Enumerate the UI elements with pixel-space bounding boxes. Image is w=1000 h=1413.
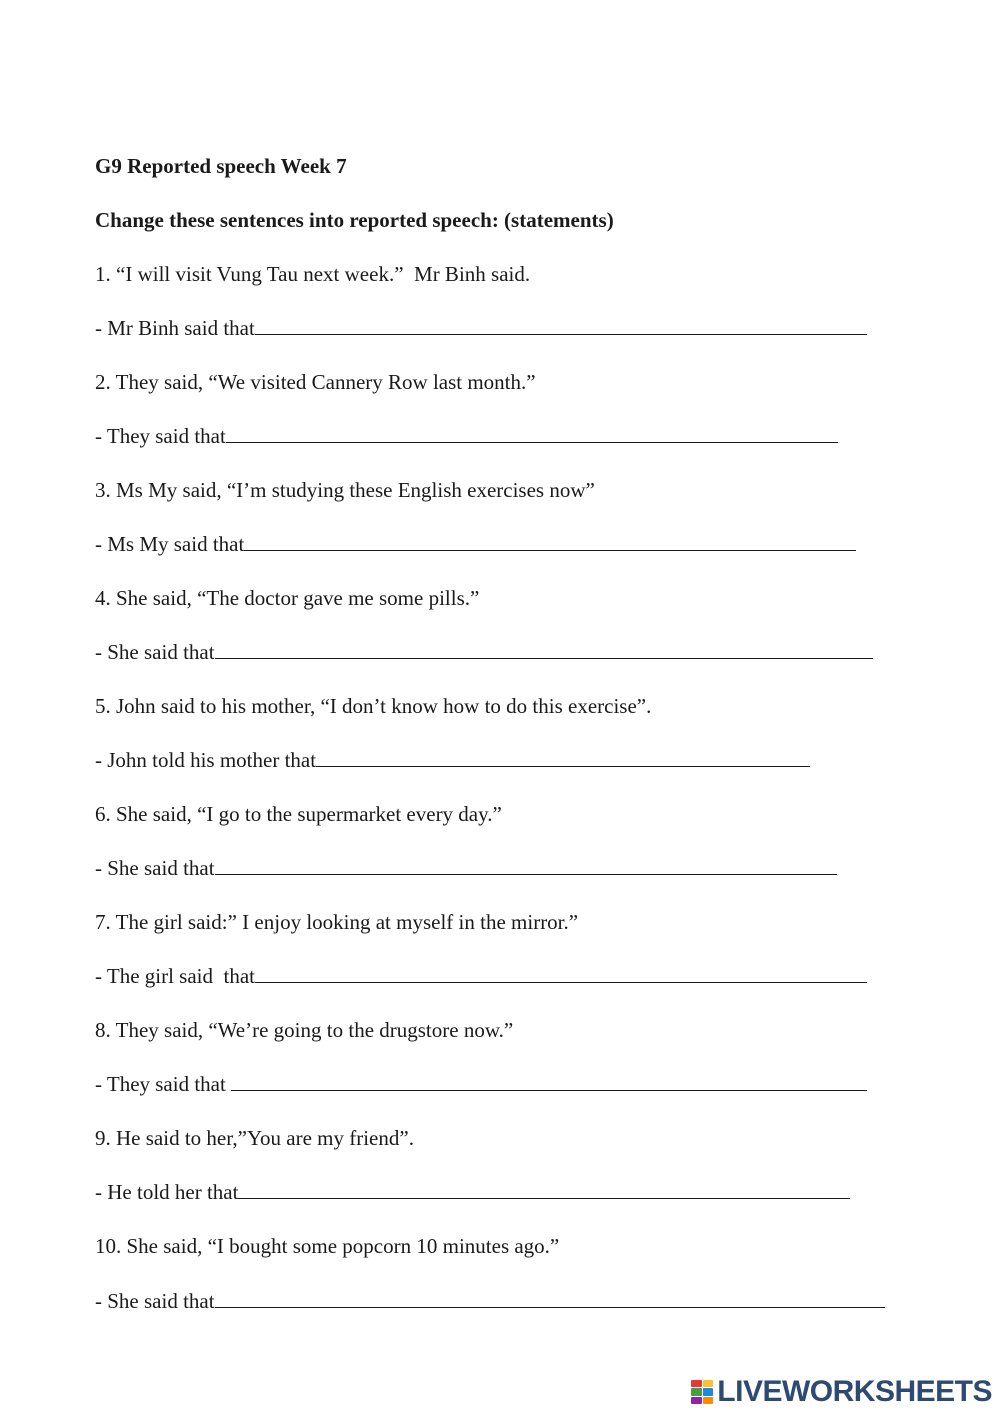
question-10: 10. She said, “I bought some popcorn 10 minutes ago.” xyxy=(95,1234,560,1258)
answer-line-8[interactable] xyxy=(95,1071,867,1097)
answer-lead-9: - He told her that xyxy=(95,1180,239,1204)
answer-lead-1: - Mr Binh said that xyxy=(95,316,255,340)
liveworksheets-logo-icon xyxy=(691,1380,713,1404)
answer-blank-9[interactable] xyxy=(238,1179,850,1199)
question-4: 4. She said, “The doctor gave me some pills.” xyxy=(95,586,480,610)
question-9: 9. He said to her,”You are my friend”. xyxy=(95,1126,414,1150)
answer-blank-3[interactable] xyxy=(244,531,856,551)
answer-blank-6[interactable] xyxy=(215,855,837,875)
answer-line-7[interactable] xyxy=(95,963,867,989)
answer-line-5[interactable] xyxy=(95,747,810,773)
answer-blank-1[interactable] xyxy=(255,315,867,335)
answer-lead-10: - She said that xyxy=(95,1289,215,1313)
answer-line-2[interactable] xyxy=(95,423,838,449)
question-5: 5. John said to his mother, “I don’t know how to do this exercise”. xyxy=(95,694,652,718)
answer-line-6[interactable] xyxy=(95,855,837,881)
answer-lead-5: - John told his mother that xyxy=(95,748,317,772)
question-8: 8. They said, “We’re going to the drugstore now.” xyxy=(95,1018,514,1042)
answer-blank-10[interactable] xyxy=(215,1288,885,1308)
answer-lead-2: - They said that xyxy=(95,424,226,448)
answer-line-4[interactable] xyxy=(95,639,873,665)
question-2: 2. They said, “We visited Cannery Row last month.” xyxy=(95,370,536,394)
question-1: 1. “I will visit Vung Tau next week.” Mr Binh said. xyxy=(95,262,531,286)
question-3: 3. Ms My said, “I’m studying these English exercises now” xyxy=(95,478,595,502)
worksheet-title: G9 Reported speech Week 7 xyxy=(95,154,347,178)
answer-line-10[interactable] xyxy=(95,1288,885,1314)
answer-lead-7: - The girl said that xyxy=(95,964,255,988)
answer-lead-3: - Ms My said that xyxy=(95,532,245,556)
answer-lead-6: - She said that xyxy=(95,856,215,880)
answer-blank-5[interactable] xyxy=(316,747,810,767)
worksheet-instruction: Change these sentences into reported speech: (statements) xyxy=(95,208,614,232)
answer-line-9[interactable] xyxy=(95,1179,850,1205)
answer-line-3[interactable] xyxy=(95,531,856,557)
answer-lead-4: - She said that xyxy=(95,640,215,664)
answer-lead-8: - They said that xyxy=(95,1072,232,1096)
answer-blank-7[interactable] xyxy=(255,963,867,983)
answer-line-1[interactable] xyxy=(95,315,867,341)
answer-blank-8[interactable] xyxy=(231,1071,867,1091)
liveworksheets-logo-text: LIVEWORKSHEETS xyxy=(717,1375,992,1408)
question-7: 7. The girl said:” I enjoy looking at myself in the mirror.” xyxy=(95,910,579,934)
liveworksheets-logo xyxy=(691,1375,992,1409)
answer-blank-4[interactable] xyxy=(215,639,873,659)
answer-blank-2[interactable] xyxy=(226,423,838,443)
question-6: 6. She said, “I go to the supermarket every day.” xyxy=(95,802,502,826)
